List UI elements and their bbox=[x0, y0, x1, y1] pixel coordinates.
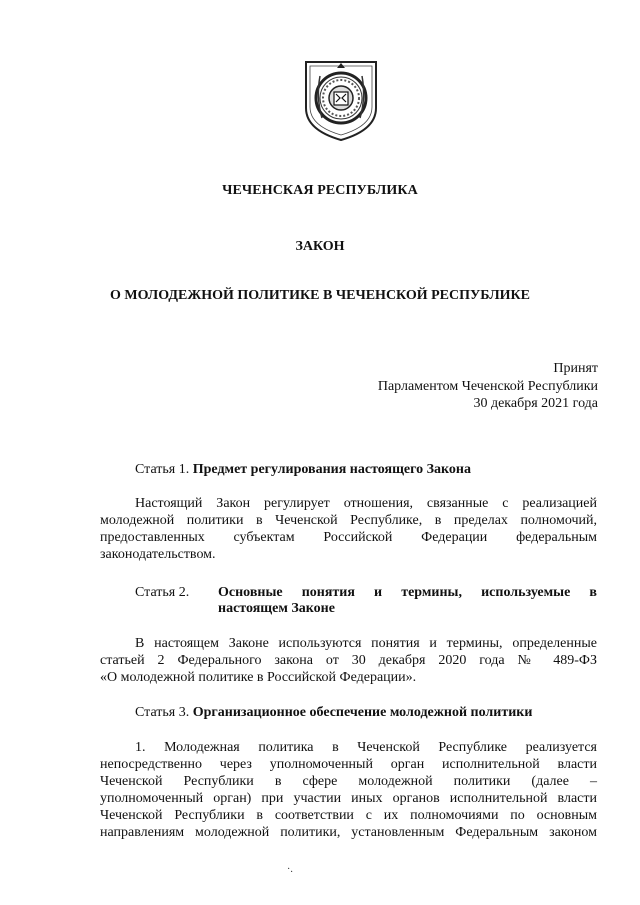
article-2-line: статьей 2 Федерального закона от 30 декабря 2020 года № 489-ФЗ bbox=[100, 653, 597, 668]
article-3-title: Организационное обеспечение молодежной политики bbox=[192, 705, 533, 720]
article-3-line: Чеченской Республики в сфере молодежной политики (далее – bbox=[100, 774, 597, 789]
article-3-line: 1. Молодежная политика в Чеченской Республике реализуется bbox=[135, 740, 597, 755]
article-3-line: непосредственно через уполномоченный орган исполнительной власти bbox=[100, 757, 597, 772]
adopted-by: Парламентом Чеченской Республики bbox=[377, 378, 598, 394]
article-1-line: законодательством. bbox=[100, 547, 216, 562]
article-3-heading bbox=[135, 705, 532, 721]
adopted-date: 30 декабря 2021 года bbox=[473, 396, 598, 411]
adopted-label: Принят bbox=[553, 361, 598, 376]
article-1-line: Настоящий Закон регулирует отношения, связанные с реализацией bbox=[135, 496, 597, 511]
article-2-line: «О молодежной политике в Российской Федерации». bbox=[100, 670, 417, 685]
article-1-line: молодежной политики в Чеченской Республике, в пределах полномочий, bbox=[100, 513, 597, 528]
law-title: О МОЛОДЕЖНОЙ ПОЛИТИКЕ В ЧЕЧЕНСКОЙ РЕСПУБЛИКЕ bbox=[109, 288, 531, 303]
article-1-title: Предмет регулирования настоящего Закона bbox=[192, 462, 471, 477]
article-2-number: Статья 2. bbox=[135, 585, 190, 600]
article-1-heading bbox=[135, 462, 471, 478]
footer-mark: ·. bbox=[287, 864, 293, 875]
article-2-title-line: Основные понятия и термины, используемые в bbox=[218, 585, 597, 600]
article-1-line: предоставленных субъектам Российской Федерации федеральным bbox=[100, 530, 597, 545]
republic-heading: ЧЕЧЕНСКАЯ РЕСПУБЛИКА bbox=[222, 183, 418, 198]
coat-of-arms-emblem bbox=[300, 58, 382, 142]
article-1-number: Статья 1. bbox=[135, 462, 190, 477]
article-3-line: направлениям молодежной политики, установленным Федеральным законом bbox=[100, 825, 597, 840]
article-2-title-line: настоящем Законе bbox=[218, 601, 335, 616]
article-3-number: Статья 3. bbox=[135, 705, 190, 720]
article-2-line: В настоящем Законе используются понятия и термины, определенные bbox=[135, 636, 597, 651]
article-3-line: уполномоченный орган) при участии иных органов исполнительной власти bbox=[100, 791, 597, 806]
law-label: ЗАКОН bbox=[295, 239, 345, 254]
adoption-block bbox=[378, 360, 598, 413]
article-3-line: Чеченской Республики в соответствии с их полномочиями по основным bbox=[100, 808, 597, 823]
